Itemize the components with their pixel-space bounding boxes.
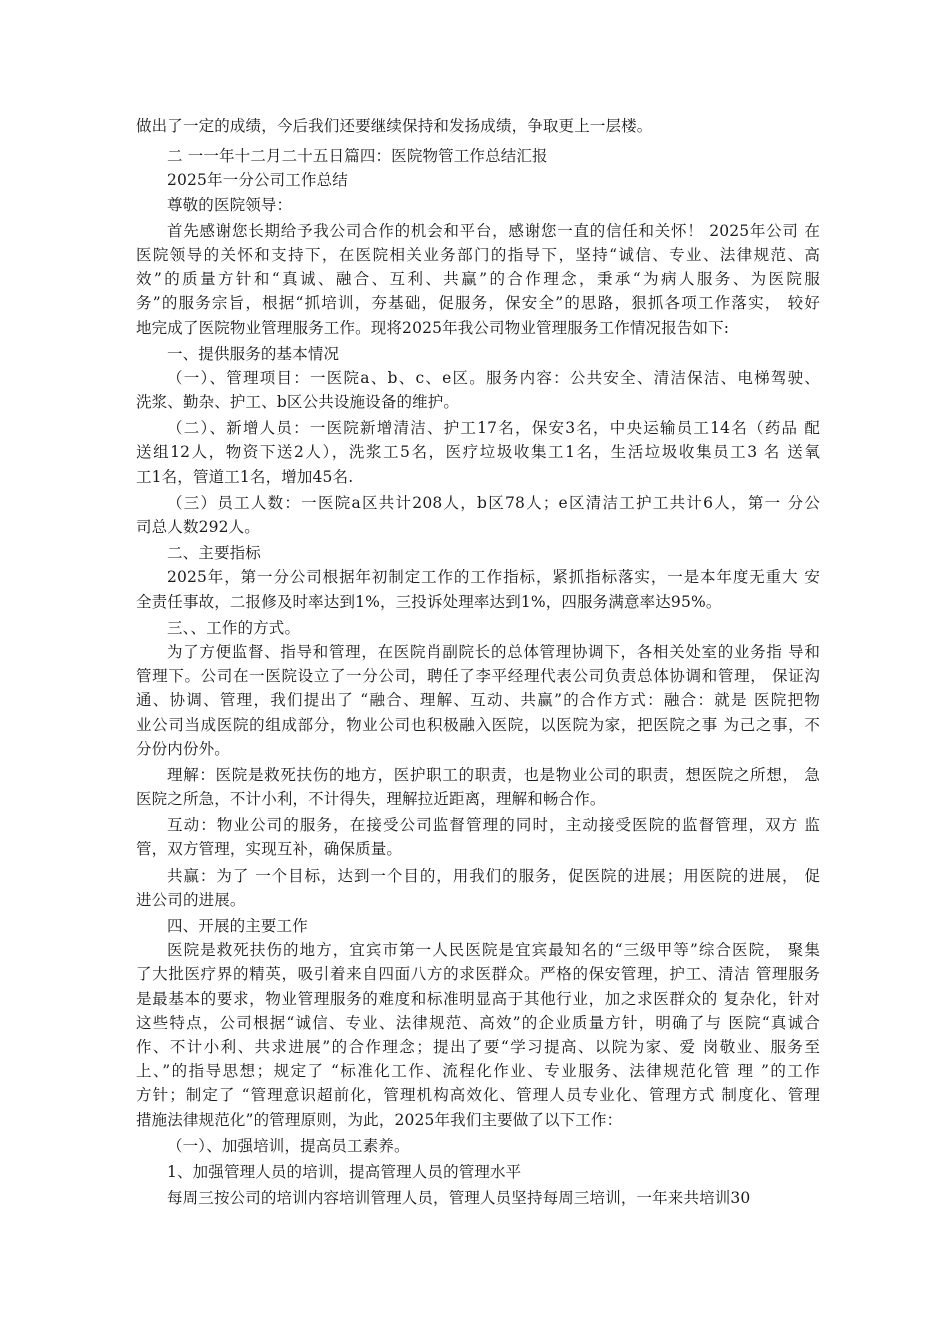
text-line: 三、、工作的方式。	[167, 618, 301, 637]
text-line: 通、协调、管理，我们提出了 “融合、理解、互动、共赢”的合作方式：融合：就是 医院把物	[136, 691, 820, 710]
text-line: 2025年，第一分公司根据年初制定工作的工作指标，紧抓指标落实，一是本年度无重大 安	[167, 568, 820, 587]
text-line: 工1名，管道工1名，增加45名.	[136, 467, 354, 486]
text-line: 全责任事故，二报修及时率达到1%，三投诉处理率达到1%，四服务满意率达95%。	[136, 592, 722, 611]
text-line: （一）、管理项目：一医院a、b、c、e区。服务内容：公共安全、清洁保洁、电梯驾驶、	[167, 368, 820, 387]
text-line: 措施法律规范化”的管理原则，为此，2025年我们主要做了以下工作：	[136, 1110, 623, 1129]
text-line: 分份内份外。	[136, 739, 230, 758]
text-line: 医院之所急，不计小利，不计得失，理解拉近距离，理解和畅合作。	[136, 790, 606, 809]
text-line: 1、加强管理人员的培训，提高管理人员的管理水平	[167, 1162, 522, 1181]
text-line: 每周三按公司的培训内容培训管理人员，管理人员坚持每周三培训，一年来共培训30	[167, 1189, 751, 1208]
text-line: 互动：物业公司的服务，在接受公司监督管理的同时，主动接受医院的监督管理，双方 监	[167, 816, 820, 835]
text-line: 洗浆、勤杂、护工、b区公共设施设备的维护。	[136, 393, 460, 412]
text-line: 方针；制定了 “管理意识超前化，管理机构高效化、管理人员专业化、管理方式 制度化、管理	[136, 1086, 820, 1105]
text-line: 四、开展的主要工作	[167, 917, 308, 935]
text-line: 共赢：为了 一个目标，达到一个目的，用我们的服务，促医院的进展；用医院的进展， 促	[167, 866, 820, 885]
text-line: 医院领导的关怀和支持下，在医院相关业务部门的指导下，坚持“诚信、专业、法律规范、高	[136, 245, 820, 264]
text-line: 地完成了医院物业管理服务工作。现将2025年我公司物业管理服务工作情况报告如下:	[136, 318, 730, 337]
text-line: 是最基本的要求，物业管理服务的难度和标准明显高于其他行业，加之求医群众的 复杂化，针对	[136, 989, 820, 1008]
text-line: 效”的质量方针和“真诚、融合、互利、共赢”的合作理念，秉承“为病人服务、为医院服	[136, 270, 820, 289]
text-line: 2025年一分公司工作总结	[167, 171, 348, 190]
text-line: 二 一一年十二月二十五日篇四：医院物管工作总结汇报	[167, 147, 548, 166]
text-line: 尊敬的医院领导：	[167, 195, 293, 214]
text-line: 上、”的指导思想；规定了 “标准化工作、流程化作业、专业服务、法律规范化管 理 ”的工作	[136, 1062, 820, 1081]
document-page	[136, 114, 820, 1210]
text-line: 管，双方管理，实现互补，确保质量。	[136, 840, 403, 859]
text-line: 进公司的进展。	[136, 890, 246, 909]
text-line: 医院是救死扶伤的地方，宜宾市第一人民医院是宜宾最知名的“三级甲等”综合医院， 聚集	[167, 941, 820, 960]
text-line: 为了方便监督、指导和管理，在医院肖副院长的总体管理协调下，各相关处室的业务指 导和	[167, 642, 820, 661]
text-line: 一、提供服务的基本情况	[167, 344, 340, 363]
text-line: 二、主要指标	[167, 544, 261, 563]
text-line: 业公司当成医院的组成部分，物业公司也积极融入医院，以医院为家，把医院之事 为己之事，不	[136, 715, 820, 734]
text-line: 务”的服务宗旨，根据“抓培训，夯基础，促服务，保安全”的思路，狠抓各项工作落实， 较好	[136, 294, 820, 313]
text-line: 做出了一定的成绩，今后我们还要继续保持和发扬成绩，争取更上一层楼。	[136, 117, 653, 135]
text-line: 送组12人，物资下送2人），洗浆工5名，医疗垃圾收集工1名，生活垃圾收集员工3 名 送氧	[136, 443, 820, 462]
text-line: 管理下。公司在一医院设立了一分公司，聘任了李平经理代表公司负责总体协调和管理， 保证沟	[136, 667, 820, 686]
text-line: 首先感谢您长期给予我公司合作的机会和平台，感谢您一直的信任和关怀！ 2025年公司 在	[167, 221, 820, 240]
text-line: （三）员工人数：一医院a区共计208人，b区78人；e区清洁工护工共计6人，第一 分公	[167, 493, 820, 512]
text-line: 了大批医疗界的精英，吸引着来自四面八方的求医群众。严格的保安管理，护工、清洁 管理服务	[136, 965, 820, 984]
text-line: （一）、加强培训，提高员工素养。	[167, 1136, 410, 1155]
text-line: 司总人数292人。	[136, 518, 260, 536]
text-line: 作、不计小利、共求进展”的合作理念；提出了要“学习提高、以院为家、爱 岗敬业、服务至	[136, 1037, 820, 1056]
text-line: 理解：医院是救死扶伤的地方，医护职工的职责，也是物业公司的职责，想医院之所想， 急	[167, 765, 820, 784]
text-line: （二）、新增人员：一医院新增清洁、护工17名，保安3名，中央运输员工14名（药品 配	[167, 419, 820, 438]
text-line: 这些特点，公司根据“诚信、专业、法律规范、高效”的企业质量方针，明确了与 医院“真诚合	[136, 1013, 820, 1032]
